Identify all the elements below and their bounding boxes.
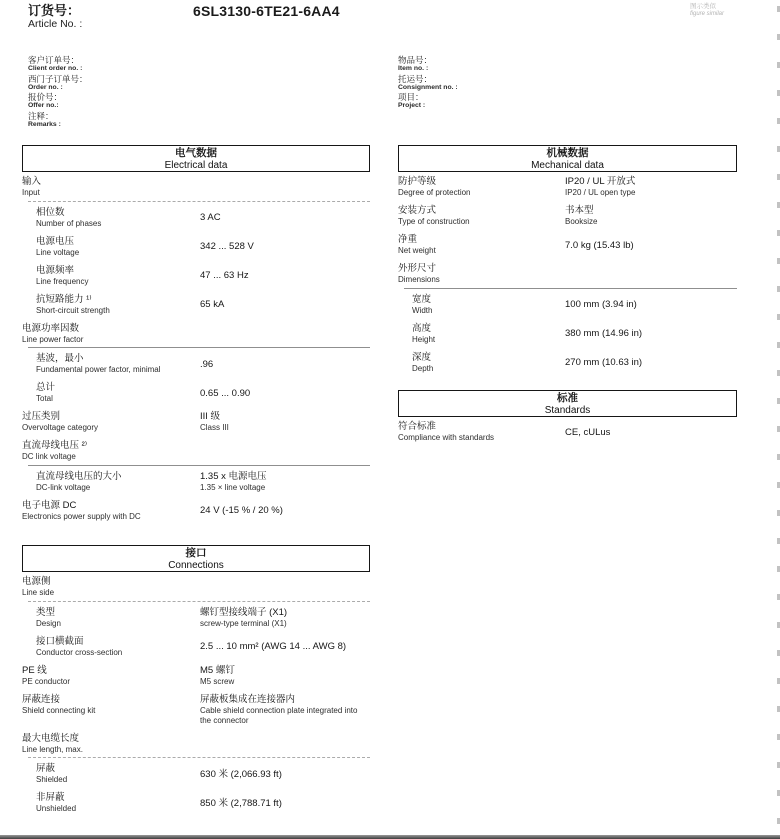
row-short-circuit-strength [22, 294, 370, 317]
standards-title [398, 390, 737, 417]
field-label-en: Remarks : [28, 120, 61, 128]
row-label-en: Type of construction [398, 217, 470, 226]
row-shielded-length [22, 763, 370, 786]
row-value-en: screw-type terminal (X1) [200, 618, 287, 628]
field-item-no [398, 55, 458, 74]
row-label-en: Number of phases [36, 218, 102, 228]
row-label-en: DC-link voltage [36, 482, 91, 492]
row-value-en: Booksize [565, 217, 598, 227]
divider [28, 601, 370, 602]
field-label-en: Consignment no. : [398, 83, 458, 91]
section-title-zh: 标准 [557, 392, 578, 404]
row-total-power-factor [22, 382, 370, 405]
row-pe-conductor [22, 665, 370, 688]
row-value: 100 mm (3.94 in) [565, 299, 637, 310]
group-label-en: Line length, max. [22, 744, 83, 754]
field-project [398, 92, 458, 111]
row-value-en: Class III [200, 423, 229, 433]
row-label-en: Line voltage [36, 247, 80, 257]
row-label-zh: 安装方式 [398, 205, 437, 216]
field-consignment-no [398, 74, 458, 93]
row-label-en: Degree of protection [398, 188, 471, 197]
figure-note-zh: 图示类似 [690, 3, 716, 10]
row-label-zh: 屏蔽连接 [22, 693, 61, 705]
group-dc-link-voltage [22, 440, 370, 463]
row-label-zh: 总计 [36, 382, 56, 393]
row-label-zh: 宽度 [412, 293, 432, 305]
row-label-en: Electronics power supply with DC [22, 511, 141, 521]
group-line-side [22, 576, 370, 599]
row-label-en: Design [36, 618, 61, 628]
row-shield-connecting-kit [22, 694, 370, 727]
row-depth [398, 352, 737, 375]
divider [28, 465, 370, 466]
row-value: IP20 / UL 开放式 [565, 176, 636, 188]
row-value: .96 [200, 358, 214, 370]
row-value: 书本型 [565, 205, 594, 217]
row-design [22, 607, 370, 630]
row-line-frequency [22, 265, 370, 288]
row-label-zh: 抗短路能力 ¹⁾ [36, 293, 92, 305]
connections-title [22, 545, 370, 572]
row-label-zh: 过压类别 [22, 411, 61, 422]
row-label-en: Line frequency [36, 276, 89, 286]
electrical-data-title [22, 145, 370, 172]
field-offer-no [28, 92, 88, 111]
row-label-zh: 屏蔽 [36, 763, 56, 774]
row-number-of-phases [22, 207, 370, 230]
row-value: 2.5 ... 10 mm² (AWG 14 ... AWG 8) [200, 641, 347, 652]
row-label-en: Height [412, 334, 436, 344]
field-label-zh: 注释： [28, 110, 54, 121]
field-label-en: Item no. : [398, 65, 429, 72]
field-label-en: Order no. : [28, 83, 63, 91]
row-dc-link-voltage-value [22, 471, 370, 494]
section-title-zh: 电气数据 [175, 147, 217, 159]
row-label-en: Width [412, 305, 433, 315]
row-label-zh: 电子电源 DC [22, 499, 77, 511]
row-label-zh: 净重 [398, 234, 418, 245]
row-label-en: Shielded [36, 775, 68, 784]
figure-note-en: figure similar [690, 10, 725, 17]
field-remarks [28, 111, 88, 130]
field-label-zh: 西门子订单号： [28, 73, 88, 84]
row-value-en: M5 screw [200, 676, 235, 686]
row-value: 24 V (-15 % / 20 %) [200, 505, 283, 516]
row-label-zh: 直流母线电压的大小 [36, 470, 122, 482]
row-height [398, 323, 737, 346]
article-no-label-en: Article No. : [28, 18, 83, 30]
row-value: 270 mm (10.63 in) [565, 357, 643, 368]
row-unshielded-length [22, 792, 370, 815]
field-label-zh: 项目： [398, 92, 424, 102]
order-info-left [28, 55, 88, 129]
group-dimensions [398, 263, 737, 286]
row-value: 7.0 kg (15.43 lb) [565, 239, 634, 251]
divider [28, 347, 370, 348]
divider [28, 201, 370, 202]
row-value: 1.35 x 电源电压 [200, 470, 267, 482]
row-value: 65 kA [200, 299, 225, 310]
row-label-en: Depth [412, 363, 434, 373]
row-value: 47 ... 63 Hz [200, 270, 249, 281]
row-value-en: IP20 / UL open type [565, 188, 636, 198]
row-label-zh: 非屏蔽 [36, 792, 65, 803]
mechanical-data-title [398, 145, 737, 172]
divider [404, 288, 737, 289]
article-no-label-zh: 订货号： [28, 3, 81, 18]
row-label-zh: 防护等级 [398, 176, 437, 187]
group-label-zh: 电源侧 [22, 576, 51, 587]
row-label-en: Net weight [398, 246, 436, 255]
row-fundamental-power-factor [22, 353, 370, 376]
row-value: 342 ... 528 V [200, 241, 254, 252]
section-title-zh: 机械数据 [546, 147, 589, 159]
row-net-weight [398, 234, 737, 257]
row-value: 3 AC [200, 212, 221, 223]
row-value: III 级 [200, 411, 221, 423]
field-client-order-no [28, 55, 88, 74]
row-label-zh: 符合标准 [398, 421, 437, 432]
row-label-en: Fundamental power factor, minimal [36, 365, 161, 374]
connections-section [22, 545, 370, 821]
row-conductor-cross-section [22, 636, 370, 659]
row-value: 螺钉型接线端子 (X1) [200, 606, 288, 618]
row-label-en: Overvoltage category [22, 423, 99, 432]
field-label-zh: 客户订单号： [28, 55, 80, 65]
row-value: 屏蔽板集成在连接器内 [200, 693, 296, 705]
row-electronics-power-supply [22, 500, 370, 523]
row-label-zh: 高度 [412, 322, 432, 334]
group-line-length-max [22, 733, 370, 756]
row-overvoltage-category [22, 411, 370, 434]
row-degree-of-protection [398, 176, 737, 199]
row-label-en: Total [36, 394, 53, 403]
electrical-data-section [22, 145, 370, 529]
group-label-en: Line power factor [22, 334, 84, 344]
row-value-en: 1.35 × line voltage [200, 482, 266, 492]
section-title-en: Mechanical data [531, 159, 604, 171]
divider [28, 757, 370, 758]
row-value: 630 米 (2,066.93 ft) [200, 768, 282, 780]
group-label-en: Line side [22, 588, 55, 597]
row-value: 850 米 (2,788.71 ft) [200, 797, 282, 809]
group-label-zh: 直流母线电压 ²⁾ [22, 440, 88, 451]
row-compliance-with-standards [398, 421, 737, 444]
row-label-zh: 类型 [36, 606, 56, 618]
page-bottom-border [0, 835, 780, 839]
row-value-en: Cable shield connection plate integrated into the connector [200, 705, 358, 725]
row-width [398, 294, 737, 317]
row-label-en: PE conductor [22, 676, 71, 686]
section-title-en: Electrical data [164, 159, 228, 171]
group-label-zh: 最大电缆长度 [22, 732, 80, 744]
article-number: 6SL3130-6TE21-6AA4 [193, 3, 340, 19]
field-label-en: Client order no. : [28, 65, 83, 72]
figure-similar-note [690, 3, 724, 18]
field-order-no [28, 74, 88, 93]
row-value: 380 mm (14.96 in) [565, 328, 643, 339]
row-label-zh: 基波，最小 [36, 353, 84, 364]
group-label-zh: 外形尺寸 [398, 263, 437, 274]
row-label-en: Short-circuit strength [36, 305, 110, 315]
field-label-zh: 物品号： [398, 55, 433, 65]
section-title-en: Connections [168, 559, 224, 571]
row-label-zh: 深度 [412, 351, 432, 363]
section-title-zh: 接口 [185, 547, 207, 559]
field-label-zh: 托运号： [398, 73, 433, 84]
group-label-zh: 输入 [22, 176, 42, 187]
row-label-en: Unshielded [36, 804, 77, 813]
field-label-zh: 报价号： [28, 92, 63, 102]
standards-section [398, 390, 737, 450]
row-label-zh: 相位数 [36, 206, 65, 218]
group-input [22, 176, 370, 199]
group-label-en: Dimensions [398, 275, 440, 284]
row-label-zh: 电源电压 [36, 235, 75, 247]
row-label-zh: PE 线 [22, 664, 47, 676]
group-line-power-factor [22, 323, 370, 346]
row-label-zh: 电源频率 [36, 264, 75, 276]
mechanical-data-section [398, 145, 737, 381]
group-label-zh: 电源功率因数 [22, 322, 80, 334]
row-value: CE, cULus [565, 426, 611, 438]
field-label-en: Project : [398, 102, 426, 109]
row-label-en: Shield connecting kit [22, 705, 96, 715]
row-label-en: Compliance with standards [398, 433, 495, 442]
row-label-zh: 接口横截面 [36, 635, 84, 647]
row-line-voltage [22, 236, 370, 259]
group-label-en: DC link voltage [22, 452, 76, 461]
section-title-en: Standards [544, 404, 591, 416]
row-type-of-construction [398, 205, 737, 228]
row-value: M5 螺钉 [200, 664, 235, 676]
row-label-en: Conductor cross-section [36, 647, 123, 657]
field-label-en: Offer no.: [28, 102, 59, 109]
group-label-en: Input [22, 188, 40, 197]
row-value: 0.65 ... 0.90 [200, 387, 251, 399]
order-info-right [398, 55, 458, 111]
